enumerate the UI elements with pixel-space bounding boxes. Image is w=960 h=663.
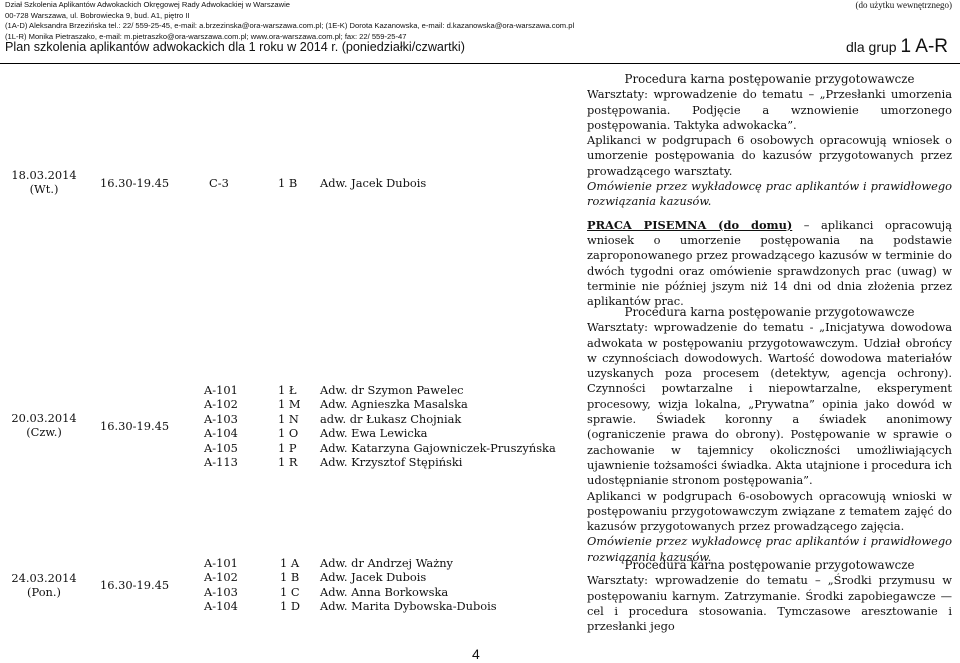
lecturer-item: Adw. Ewa Lewicka <box>320 426 428 441</box>
row-date <box>4 571 84 600</box>
group-item: 1 D <box>280 599 301 614</box>
row-time: 16.30-19.45 <box>100 578 170 592</box>
page-number: 4 <box>472 646 480 662</box>
plan-title: Plan szkolenia aplikantów adwokackich dla 1 roku w 2014 r. (poniedziałki/czwartki) <box>5 40 465 54</box>
office-header <box>5 0 574 42</box>
row-time: 16.30-19.45 <box>100 176 170 190</box>
group-item: 1 B <box>280 570 300 585</box>
row-description <box>587 558 952 634</box>
group-value: 1 A-R <box>900 36 948 57</box>
row-groups <box>280 556 300 614</box>
row-room: C-3 <box>209 176 229 190</box>
row-lecturers <box>320 556 497 614</box>
date-text: 24.03.2014 <box>11 571 77 585</box>
lecturer-item: Adw. Katarzyna Gajowniczek-Pruszyńska <box>320 440 556 455</box>
group-item: 1 R <box>278 455 298 470</box>
row-description <box>587 72 952 309</box>
group-item: 1 Ł <box>278 383 297 397</box>
topic-heading: Procedura karna postępowanie przygotowawcze <box>624 72 915 86</box>
homework-label: PRACA PISEMNA (do domu) <box>587 217 793 232</box>
room-item: A-104 <box>204 599 238 614</box>
group-prefix: dla grup <box>845 39 897 55</box>
room-item: A-105 <box>204 440 238 455</box>
group-item: 1 A <box>280 556 300 570</box>
room-item: A-102 <box>204 397 238 412</box>
group-label <box>846 36 948 58</box>
header-line-3: (1A-D) Aleksandra Brzezińska tel.: 22/ 559-25-45, e-mail: a.brzezinska@ora-warszawa.com.pl; (1E-K) Dorota Kazanowska, e-mail: d.kazanowska@ora-warszawa.com.pl <box>5 21 575 31</box>
header-line-2: 00-728 Warszawa, ul. Bobrowiecka 9, bud. A1, piętro II <box>5 10 190 20</box>
lecturer-item: Adw. Marita Dybowska-Dubois <box>320 599 497 614</box>
group-item: 1 O <box>278 426 299 441</box>
workshop-text: Warsztaty: wprowadzenie do tematu - „Inicjatywa dowodowa adwokata w postępowaniu przygotowawczym. Udział obrońcy w czynnościach dowodowych. Wartość dowodowa materiałów uzyskanych poza procesem (detektyw, agencja ochrony). Czynności powtarzalne i niepowtarzalne, eksperyment procesowy, wizja lokalna, „Prywatna” opinia jako dowód w sprawie. Świadek koronny a świadek anonimowy (ograniczenie prawa do obrony). Postępowanie w sprawie o zachowanie w tajemnicy okoliczności umożliwiających ujawnienie tożsamości świadka. Akta utajnione i procedura ich udostępnianie stronom postępowania”. <box>587 320 952 488</box>
room-item: A-113 <box>204 455 238 470</box>
room-item: A-102 <box>204 570 238 585</box>
row-rooms <box>204 383 238 469</box>
row-rooms <box>204 556 238 614</box>
header-divider <box>0 63 960 64</box>
header-line-4: (1L-R) Monika Pietraszako, e-mail: m.pietraszko@ora-warszawa.com.pl; www.ora-warszawa.com.pl; fax: 22/ 559-25-47 <box>5 31 407 41</box>
date-text: 18.03.2014 <box>11 168 77 182</box>
topic-heading: Procedura karna postępowanie przygotowawcze <box>624 305 915 319</box>
internal-use-note: (do użytku wewnętrznego) <box>855 0 952 10</box>
review-text: Omówienie przez wykładowcę prac aplikantów i prawidłowego rozwiązania kazusów. <box>587 179 952 209</box>
workshop-text: Aplikanci w podgrupach 6-osobowych opracowują wnioski w postępowaniu przygotowawczym związane z tematem zajęć do kazusów przygotowanych przez prowadzącego zajęcia. <box>587 488 952 534</box>
row-time: 16.30-19.45 <box>100 419 170 433</box>
lecturer-item: Adw. Krzysztof Stępiński <box>320 455 463 470</box>
row-date <box>4 168 84 197</box>
header-line-1: Dział Szkolenia Aplikantów Adwokackich Okręgowej Rady Adwokackiej w Warszawie <box>5 0 291 9</box>
day-text: (Wt.) <box>29 182 59 197</box>
workshop-text: Warsztaty: wprowadzenie do tematu – „Środki przymusu w postępowaniu karnym. Zatrzymanie. Środki zapobiegawcze — cel i procedura stosowania. Tymczasowe aresztowanie i przesłanki jego <box>587 573 952 634</box>
day-text: (Pon.) <box>27 585 61 600</box>
row-date <box>4 411 84 440</box>
lecturer-item: Adw. dr Andrzej Ważny <box>320 556 453 570</box>
row-description <box>587 305 952 565</box>
lecturer-item: Adw. Agnieszka Masalska <box>320 397 468 412</box>
group-item: 1 C <box>280 584 300 599</box>
row-group: 1 B <box>278 176 298 190</box>
homework-body: – aplikanci opracowują wniosek o umorzenie postępowania na podstawie zaproponowanego przez prowadzącego kazusów w terminie do dwóch tygodni oraz omówienie sprawdzonych prac (uwag) w terminie nie później jszym niż 14 dni od dnia złożenia przez aplikantów prac. <box>587 217 952 309</box>
topic-heading: Procedura karna postępowanie przygotowawcze <box>624 558 915 572</box>
lecturer-item: Adw. Jacek Dubois <box>320 570 427 585</box>
room-item: A-101 <box>204 556 238 570</box>
room-item: A-101 <box>204 383 238 397</box>
row-groups <box>278 383 301 469</box>
room-item: A-104 <box>204 426 238 441</box>
lecturer-item: Adw. Anna Borkowska <box>320 584 449 599</box>
group-item: 1 N <box>278 411 299 426</box>
review-text: Omówienie przez wykładowcę prac aplikantów i prawidłowego rozwiązania kazusów. <box>587 534 952 564</box>
homework-text <box>587 218 952 310</box>
group-item: 1 M <box>278 397 301 412</box>
workshop-text: Aplikanci w podgrupach 6 osobowych opracowują wniosek o umorzenie postępowania do kazusów przygotowanych przez prowadzącego warsztaty. <box>587 133 952 178</box>
group-item: 1 P <box>278 440 297 455</box>
lecturer-item: Adw. dr Szymon Pawelec <box>320 383 464 397</box>
lecturer-item: adw. dr Łukasz Chojniak <box>320 411 462 426</box>
row-lecturer: Adw. Jacek Dubois <box>320 176 427 190</box>
room-item: A-103 <box>204 584 238 599</box>
row-lecturers <box>320 383 556 469</box>
workshop-text: Warsztaty: wprowadzenie do tematu – „Przesłanki umorzenia postępowania. Podjęcie a wznowienie umorzonego postępowania. Taktyka adwokacka”. <box>587 87 952 132</box>
date-text: 20.03.2014 <box>11 411 77 425</box>
room-item: A-103 <box>204 411 238 426</box>
day-text: (Czw.) <box>26 425 62 440</box>
